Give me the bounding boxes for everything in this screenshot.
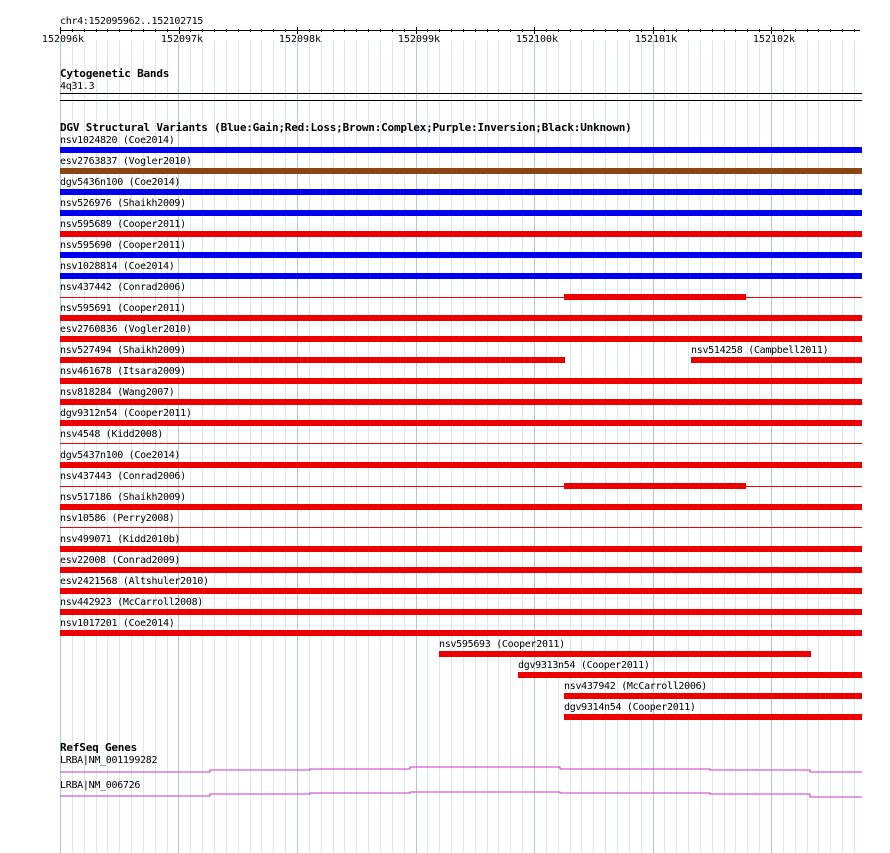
variant-label: nsv437442 (Conrad2006): [60, 282, 186, 293]
variant-label: nsv595691 (Cooper2011): [60, 303, 186, 314]
ruler-tick: [641, 29, 642, 32]
ruler-tick: [546, 29, 547, 32]
ruler-tick: [759, 29, 760, 32]
variant-bar[interactable]: [60, 231, 862, 237]
variant-label: dgv9314n54 (Cooper2011): [564, 702, 696, 713]
ruler-tick: [344, 29, 345, 32]
ruler-tick: [297, 27, 298, 34]
variant-label: nsv818284 (Wang2007): [60, 387, 175, 398]
variant-label: nsv1017201 (Coe2014): [60, 618, 175, 629]
variant-label: nsv514258 (Campbell2011): [691, 345, 829, 356]
variant-label: nsv595690 (Cooper2011): [60, 240, 186, 251]
variant-bar[interactable]: [60, 147, 862, 153]
ruler-tick: [285, 29, 286, 32]
variant-label: nsv517186 (Shaikh2009): [60, 492, 186, 503]
variant-bar[interactable]: [60, 630, 862, 636]
ruler-tick: [688, 29, 689, 32]
ruler-tick: [724, 29, 725, 32]
variant-label: nsv437942 (McCarroll2006): [564, 681, 708, 692]
ruler-tick: [380, 29, 381, 32]
ruler-tick: [143, 29, 144, 32]
ruler-tick: [392, 29, 393, 32]
variant-label: esv2760836 (Vogler2010): [60, 324, 192, 335]
gene-label: LRBA|NM_006726: [60, 780, 141, 791]
ruler-tick-label: 152101k: [634, 34, 678, 45]
variant-bar[interactable]: [60, 315, 862, 321]
ruler-tick: [261, 29, 262, 32]
cytoband-bottom-line: [60, 100, 862, 101]
gene-model[interactable]: [60, 789, 862, 801]
ruler-tick: [416, 27, 417, 34]
variant-label: nsv4548 (Kidd2008): [60, 429, 163, 440]
ruler-tick: [807, 29, 808, 32]
gene-label: LRBA|NM_001199282: [60, 755, 158, 766]
ruler-tick: [356, 29, 357, 32]
ruler-tick: [404, 29, 405, 32]
variant-bar[interactable]: [60, 273, 862, 279]
variant-label: esv2763837 (Vogler2010): [60, 156, 192, 167]
ruler-tick: [131, 29, 132, 32]
variant-bar[interactable]: [60, 399, 862, 405]
ruler-tick: [273, 29, 274, 32]
ruler-tick: [795, 29, 796, 32]
variant-intron-line: [60, 443, 862, 444]
variant-bar[interactable]: [564, 693, 862, 699]
ruler-tick: [451, 29, 452, 32]
ruler-tick: [250, 29, 251, 32]
ruler-tick: [439, 29, 440, 32]
dgv-track-title: DGV Structural Variants (Blue:Gain;Red:Loss;Brown:Complex;Purple:Inversion;Black:Unknown): [60, 121, 632, 134]
variant-label: nsv442923 (McCarroll2008): [60, 597, 204, 608]
ruler-tick: [107, 29, 108, 32]
variant-bar[interactable]: [60, 189, 862, 195]
ruler-tick: [72, 29, 73, 32]
variant-bar[interactable]: [60, 357, 565, 363]
ruler-tick: [676, 29, 677, 32]
ruler-tick: [581, 29, 582, 32]
variant-label: dgv5436n100 (Coe2014): [60, 177, 181, 188]
variant-bar[interactable]: [439, 651, 811, 657]
variant-bar[interactable]: [691, 357, 862, 363]
variant-intron-line: [60, 527, 862, 528]
ruler-tick: [238, 29, 239, 32]
ruler-tick: [830, 29, 831, 32]
variant-label: nsv1024820 (Coe2014): [60, 135, 175, 146]
variant-label: nsv10586 (Perry2008): [60, 513, 175, 524]
variant-bar[interactable]: [60, 168, 862, 174]
variant-bar[interactable]: [60, 567, 862, 573]
variant-label: dgv5437n100 (Coe2014): [60, 450, 181, 461]
ruler-tick-label: 152098k: [278, 34, 322, 45]
variant-label: nsv461678 (Itsara2009): [60, 366, 186, 377]
variant-bar[interactable]: [60, 462, 862, 468]
ruler-tick: [510, 29, 511, 32]
ruler-tick: [700, 29, 701, 32]
ruler-tick: [818, 29, 819, 32]
ruler-tick: [487, 29, 488, 32]
ruler-tick: [202, 29, 203, 32]
ruler-tick: [463, 29, 464, 32]
variant-label: dgv9313n54 (Cooper2011): [518, 660, 650, 671]
ruler-tick: [333, 29, 334, 32]
ruler-tick: [522, 29, 523, 32]
gene-line: [60, 792, 862, 797]
ruler-tick: [783, 29, 784, 32]
variant-label: dgv9312n54 (Cooper2011): [60, 408, 192, 419]
ruler-tick: [96, 29, 97, 32]
ruler-tick: [119, 29, 120, 32]
ruler-tick: [427, 29, 428, 32]
ruler-tick: [498, 29, 499, 32]
variant-bar[interactable]: [60, 504, 862, 510]
variant-label: nsv499071 (Kidd2010b): [60, 534, 181, 545]
variant-bar[interactable]: [60, 210, 862, 216]
ruler-tick-label: 152100k: [515, 34, 559, 45]
variant-label: nsv437443 (Conrad2006): [60, 471, 186, 482]
ruler-tick-label: 152099k: [397, 34, 441, 45]
ruler-tick: [179, 27, 180, 34]
variant-label: nsv527494 (Shaikh2009): [60, 345, 186, 356]
gene-model[interactable]: [60, 764, 862, 776]
variant-label: nsv595689 (Cooper2011): [60, 219, 186, 230]
ruler-tick: [735, 29, 736, 32]
variant-bar[interactable]: [564, 714, 862, 720]
variant-label: nsv595693 (Cooper2011): [439, 639, 565, 650]
variant-bar[interactable]: [60, 336, 862, 342]
ruler-tick: [854, 29, 855, 32]
ruler-tick: [747, 29, 748, 32]
ruler-tick: [84, 29, 85, 32]
variant-bar[interactable]: [60, 252, 862, 258]
ruler-tick: [226, 29, 227, 32]
ruler-tick: [309, 29, 310, 32]
ruler-tick: [653, 27, 654, 34]
ruler-tick: [842, 29, 843, 32]
variant-bar[interactable]: [60, 546, 862, 552]
ruler-tick: [664, 29, 665, 32]
cytoband-label: 4q31.3: [60, 81, 95, 92]
ruler-tick: [214, 29, 215, 32]
refseq-track-title: RefSeq Genes: [60, 741, 138, 754]
ruler-tick: [771, 27, 772, 34]
cytoband-top-line: [60, 93, 862, 94]
ruler-tick-label: 152097k: [160, 34, 204, 45]
ruler-location-label: chr4:152095962..152102715: [60, 16, 204, 27]
variant-label: nsv1028814 (Coe2014): [60, 261, 175, 272]
variant-bar[interactable]: [60, 378, 862, 384]
variant-bar[interactable]: [518, 672, 862, 678]
variant-bar[interactable]: [60, 609, 862, 615]
ruler-tick: [534, 27, 535, 34]
ruler-axis-line: [60, 30, 860, 31]
gene-line: [60, 767, 862, 772]
ruler-tick: [558, 29, 559, 32]
variant-bar[interactable]: [60, 420, 862, 426]
ruler-tick: [155, 29, 156, 32]
ruler-tick: [321, 29, 322, 32]
ruler-tick: [60, 27, 61, 34]
ruler-tick-label: 152102k: [752, 34, 796, 45]
ruler-tick: [712, 29, 713, 32]
ruler-tick: [629, 29, 630, 32]
ruler-tick: [617, 29, 618, 32]
variant-bar[interactable]: [564, 294, 746, 300]
ruler-tick-label: 152096k: [41, 34, 85, 45]
ruler-tick: [570, 29, 571, 32]
ruler-tick: [368, 29, 369, 32]
ruler-tick: [605, 29, 606, 32]
ruler-tick: [167, 29, 168, 32]
variant-label: esv2421568 (Altshuler2010): [60, 576, 209, 587]
variant-label: nsv526976 (Shaikh2009): [60, 198, 186, 209]
cytoband-track-title: Cytogenetic Bands: [60, 67, 170, 80]
ruler-tick: [475, 29, 476, 32]
variant-label: esv22008 (Conrad2009): [60, 555, 181, 566]
ruler-tick: [593, 29, 594, 32]
variant-bar[interactable]: [60, 588, 862, 594]
variant-bar[interactable]: [564, 483, 746, 489]
ruler-tick: [190, 29, 191, 32]
